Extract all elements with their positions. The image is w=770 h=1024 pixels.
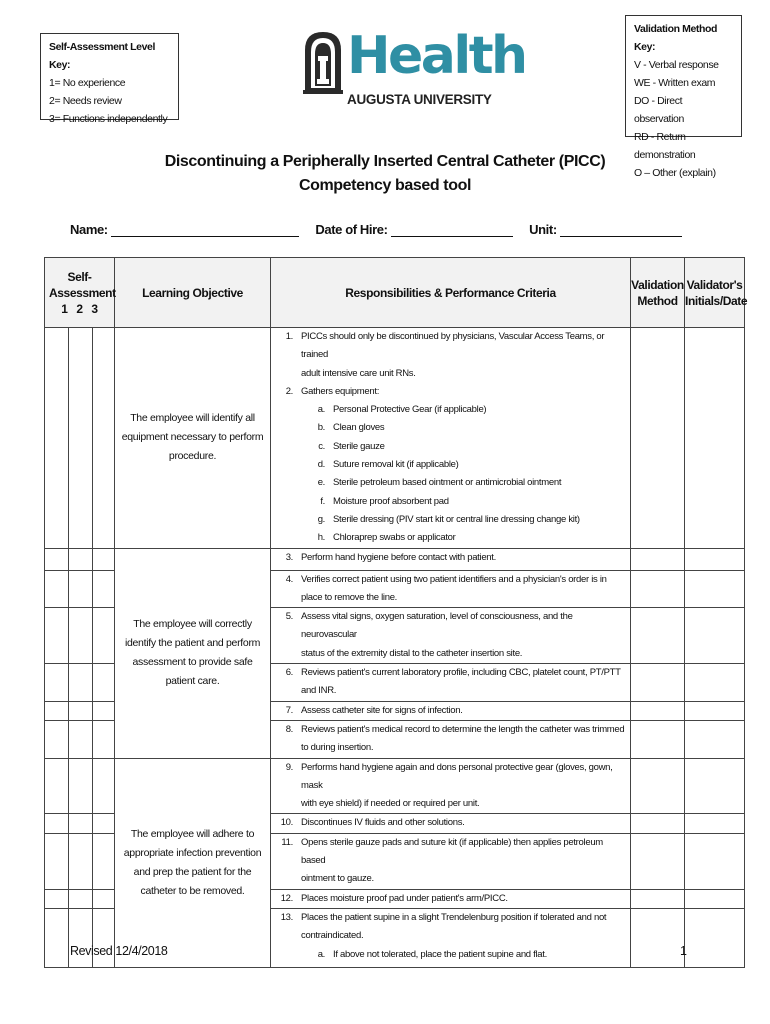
key-item: 3= Functions independently <box>49 113 168 125</box>
level-1-checkbox[interactable] <box>45 833 69 889</box>
validation-method-cell[interactable] <box>631 570 685 608</box>
level-1-checkbox[interactable] <box>45 701 69 720</box>
unit-label: Unit: <box>529 222 557 237</box>
table-row <box>45 328 745 549</box>
validation-method-key <box>625 15 742 179</box>
logo-health-text: Health <box>347 26 526 86</box>
key-item: O – Other (explain) <box>634 167 716 179</box>
key-item: WE - Written exam <box>634 77 716 89</box>
employee-info-line <box>70 222 682 237</box>
validator-initials-cell[interactable] <box>685 608 745 664</box>
level-numbers: 1 2 3 <box>61 301 98 316</box>
criteria-header: Responsibilities & Performance Criteria <box>271 258 631 328</box>
validator-initials-cell[interactable] <box>685 814 745 833</box>
table-header-row <box>45 258 745 328</box>
key-item: V - Verbal response <box>634 59 719 71</box>
augusta-health-logo <box>303 26 526 114</box>
level-1-checkbox[interactable] <box>45 570 69 608</box>
table-row <box>45 758 745 814</box>
criteria-cell: 6. Reviews patient's current laboratory profile, including CBC, platelet count, PT/PTT and INR. <box>271 664 631 702</box>
criteria-cell: 4. Verifies correct patient using two patient identifiers and a physician's order is in place to remove the line. <box>271 570 631 608</box>
validator-initials-cell[interactable] <box>685 889 745 908</box>
level-2-checkbox[interactable] <box>69 701 93 720</box>
criteria-cell: 7. Assess catheter site for signs of infection. <box>271 701 631 720</box>
criteria-cell: 10. Discontinues IV fluids and other solutions. <box>271 814 631 833</box>
validation-method-cell[interactable] <box>631 889 685 908</box>
validation-method-cell[interactable] <box>631 608 685 664</box>
level-3-checkbox[interactable] <box>93 833 115 889</box>
level-3-checkbox[interactable] <box>93 608 115 664</box>
criteria-cell: 8. Reviews patient's medical record to determine the length the catheter was trimmed to during insertion. <box>271 720 631 758</box>
validator-initials-cell[interactable] <box>685 664 745 702</box>
level-1-checkbox[interactable] <box>45 548 69 570</box>
level-2-checkbox[interactable] <box>69 328 93 549</box>
level-2-checkbox[interactable] <box>69 814 93 833</box>
level-2-checkbox[interactable] <box>69 720 93 758</box>
level-2-checkbox[interactable] <box>69 908 93 967</box>
level-3-checkbox[interactable] <box>93 328 115 549</box>
validation-method-cell[interactable] <box>631 548 685 570</box>
level-2-checkbox[interactable] <box>69 664 93 702</box>
level-3-checkbox[interactable] <box>93 720 115 758</box>
level-1-checkbox[interactable] <box>45 814 69 833</box>
key-item: 1= No experience <box>49 77 126 89</box>
unit-field[interactable] <box>560 223 682 237</box>
criteria-cell: 1. PICCs should only be discontinued by physicians, Vascular Access Teams, or trained adult intensive care unit RNs. 2. Gathers equipment: a. Personal Protective Gear (if applicable) b. Clean gloves c. Sterile gauze d. Suture removal kit (if applicable) e. Sterile petroleum based ointment or antimicrobial ointment f. Moisture proof absorbent pad g. Sterile dressing (PIV start kit or central line dressing change kit) h. Chloraprep swabs or applicator <box>271 328 631 549</box>
validation-method-cell[interactable] <box>631 701 685 720</box>
level-2-checkbox[interactable] <box>69 889 93 908</box>
level-2-checkbox[interactable] <box>69 758 93 814</box>
level-3-checkbox[interactable] <box>93 701 115 720</box>
level-1-checkbox[interactable] <box>45 889 69 908</box>
revised-date: Revised 12/4/2018 <box>70 944 168 958</box>
validator-initials-cell[interactable] <box>685 720 745 758</box>
level-1-checkbox[interactable] <box>45 328 69 549</box>
validation-method-cell[interactable] <box>631 758 685 814</box>
validation-key-title: Validation Method Key: <box>634 23 718 53</box>
criteria-cell: 11. Opens sterile gauze pads and suture kit (if applicable) then applies petroleum based ointment to gauze. <box>271 833 631 889</box>
key-item: DO - Direct observation <box>634 95 684 125</box>
level-1-checkbox[interactable] <box>45 608 69 664</box>
validator-initials-cell[interactable] <box>685 758 745 814</box>
level-3-checkbox[interactable] <box>93 889 115 908</box>
title-line-2: Competency based tool <box>298 177 472 194</box>
level-1-checkbox[interactable] <box>45 908 69 967</box>
hire-date-label: Date of Hire: <box>315 222 388 237</box>
level-1-checkbox[interactable] <box>45 664 69 702</box>
validation-method-cell[interactable] <box>631 814 685 833</box>
table-row <box>45 548 745 570</box>
validation-method-cell[interactable] <box>631 328 685 549</box>
validator-initials-header: Validator's Initials/Date <box>685 258 745 328</box>
criteria-cell: 3. Perform hand hygiene before contact with patient. <box>271 548 631 570</box>
level-3-checkbox[interactable] <box>93 664 115 702</box>
logo-university-text: AUGUSTA UNIVERSITY <box>347 92 492 107</box>
level-2-checkbox[interactable] <box>69 548 93 570</box>
name-field[interactable] <box>111 223 299 237</box>
criteria-cell: 9. Performs hand hygiene again and dons personal protective gear (gloves, gown, mask with eye shield) if needed or required per unit. <box>271 758 631 814</box>
learning-objective: The employee will correctly identify the patient and perform assessment to provide safe patient care. <box>115 548 271 758</box>
key-item: 2= Needs review <box>49 95 122 107</box>
level-1-checkbox[interactable] <box>45 758 69 814</box>
level-3-checkbox[interactable] <box>93 908 115 967</box>
learning-objective-header: Learning Objective <box>115 258 271 328</box>
self-assessment-key-title: Self-Assessment Level Key: <box>49 41 155 71</box>
validator-initials-cell[interactable] <box>685 548 745 570</box>
criteria-cell: 13. Places the patient supine in a slight Trendelenburg position if tolerated and not contraindicated. a. If above not tolerated, place the patient supine and flat. <box>271 908 631 967</box>
level-2-checkbox[interactable] <box>69 608 93 664</box>
criteria-cell: 5. Assess vital signs, oxygen saturation, level of consciousness, and the neurovascular status of the extremity distal to the catheter insertion site. <box>271 608 631 664</box>
document-title <box>0 150 770 198</box>
validation-method-cell[interactable] <box>631 664 685 702</box>
level-3-checkbox[interactable] <box>93 814 115 833</box>
validator-initials-cell[interactable] <box>685 328 745 549</box>
learning-objective: The employee will identify all equipment necessary to perform procedure. <box>115 328 271 549</box>
criteria-cell: 12. Places moisture proof pad under patient's arm/PICC. <box>271 889 631 908</box>
validator-initials-cell[interactable] <box>685 908 745 967</box>
name-label: Name: <box>70 222 108 237</box>
university-seal-icon <box>303 30 343 94</box>
learning-objective: The employee will adhere to appropriate infection prevention and prep the patient for the catheter to be removed. <box>115 758 271 967</box>
validation-method-cell[interactable] <box>631 833 685 889</box>
key-item: RD - Return demonstration <box>634 131 696 161</box>
level-3-checkbox[interactable] <box>93 758 115 814</box>
validator-initials-cell[interactable] <box>685 570 745 608</box>
level-2-checkbox[interactable] <box>69 833 93 889</box>
level-2-checkbox[interactable] <box>69 570 93 608</box>
competency-table <box>44 257 748 968</box>
self-assessment-key <box>40 33 179 125</box>
level-3-checkbox[interactable] <box>93 570 115 608</box>
hire-date-field[interactable] <box>391 223 513 237</box>
validation-method-header: Validation Method <box>631 258 685 328</box>
validator-initials-cell[interactable] <box>685 701 745 720</box>
validation-method-cell[interactable] <box>631 720 685 758</box>
level-1-checkbox[interactable] <box>45 720 69 758</box>
self-assessment-header: Self-Assessment 1 2 3 <box>45 258 115 328</box>
validator-initials-cell[interactable] <box>685 833 745 889</box>
validation-method-cell[interactable] <box>631 908 685 967</box>
title-line-1: Discontinuing a Peripherally Inserted Central Catheter (PICC) <box>164 153 606 170</box>
level-3-checkbox[interactable] <box>93 548 115 570</box>
page-number: 1 <box>680 944 687 958</box>
